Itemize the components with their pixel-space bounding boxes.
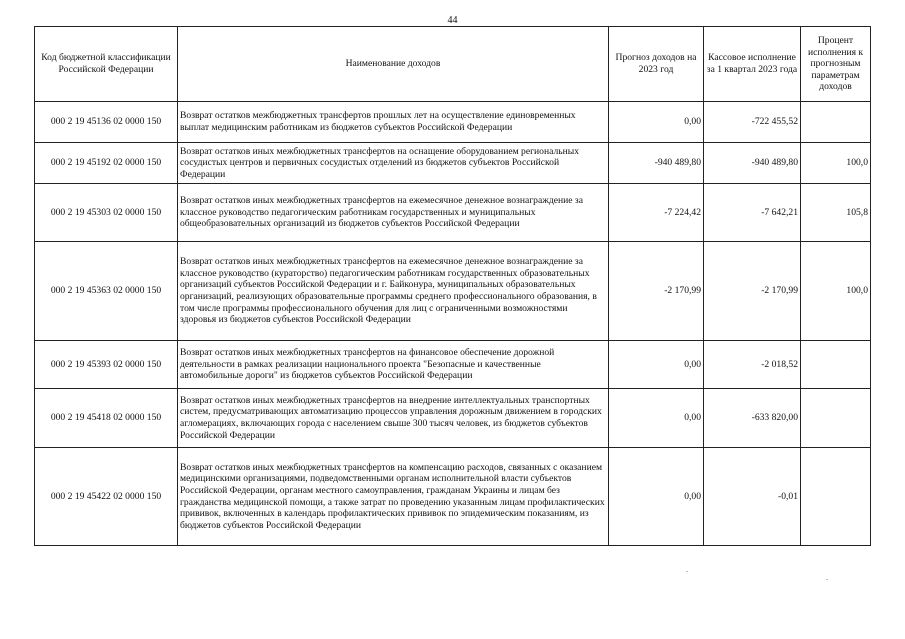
row-forecast: -2 170,99 — [609, 242, 704, 341]
row-percent — [801, 341, 871, 389]
scan-speck — [826, 579, 828, 580]
row-percent: 100,0 — [801, 242, 871, 341]
page-number: 44 — [447, 15, 458, 26]
row-code: 000 2 19 45422 02 0000 150 — [35, 448, 178, 546]
row-name: Возврат остатков иных межбюджетных трансфертов на ежемесячное денежное вознаграждение за классное руководство (кураторство) педагогическим работникам государственных образовательных организаций субъектов Российской Федерации и г. Байконура, муниципальных образовательных организаций, реализующих образовательные программы среднего профессионального образования, в том числе программы профессионального обучения для лиц с ограниченными возможностями здоровья из бюджетов субъектов Российской Федерации — [178, 242, 609, 341]
row-code: 000 2 19 45393 02 0000 150 — [35, 341, 178, 389]
table-row — [35, 184, 871, 242]
row-percent — [801, 102, 871, 143]
row-name: Возврат остатков иных межбюджетных трансфертов на оснащение оборудованием региональных сосудистых центров и первичных сосудистых отделений из бюджетов субъектов Российской Федерации — [178, 143, 609, 184]
row-name: Возврат остатков иных межбюджетных трансфертов на внедрение интеллектуальных транспортных систем, предусматривающих автоматизацию процессов управления дорожным движением в городских агломерациях, включающих города с населением свыше 300 тысяч человек, из бюджетов субъектов Российской Федерации — [178, 389, 609, 448]
table-row — [35, 143, 871, 184]
row-code: 000 2 19 45363 02 0000 150 — [35, 242, 178, 341]
row-cash: -2 170,99 — [704, 242, 801, 341]
row-percent — [801, 448, 871, 546]
row-cash: -940 489,80 — [704, 143, 801, 184]
row-code: 000 2 19 45418 02 0000 150 — [35, 389, 178, 448]
row-forecast: 0,00 — [609, 389, 704, 448]
row-name: Возврат остатков межбюджетных трансфертов прошлых лет на осуществление единовременных выплат медицинским работникам из бюджетов субъектов Российской Федерации — [178, 102, 609, 143]
table-row — [35, 102, 871, 143]
row-name: Возврат остатков иных межбюджетных трансфертов на компенсацию расходов, связанных с оказанием медицинскими организациями, подведомственными органам исполнительной власти субъектов Российской Федерации, органам местного самоуправления, гражданам Украины и лицам без гражданства медицинской помощи, а также затрат по проведению указанным лицам профилактических прививок, включенных в календарь профилактических прививок по эпидемическим показаниям, из бюджетов субъектов Российской Федерации — [178, 448, 609, 546]
table-row — [35, 341, 871, 389]
table-row — [35, 242, 871, 341]
row-cash: -2 018,52 — [704, 341, 801, 389]
row-forecast: 0,00 — [609, 341, 704, 389]
row-name: Возврат остатков иных межбюджетных трансфертов на финансовое обеспечение дорожной деятельности в рамках реализации национального проекта "Безопасные и качественные автомобильные дороги" из бюджетов субъектов Российской Федерации — [178, 341, 609, 389]
row-percent — [801, 389, 871, 448]
table-row — [35, 448, 871, 546]
row-percent: 105,8 — [801, 184, 871, 242]
row-forecast: -7 224,42 — [609, 184, 704, 242]
header-forecast: Прогноз доходов на 2023 год — [609, 27, 704, 102]
header-name: Наименование доходов — [178, 27, 609, 102]
header-cash: Кассовое исполнение за 1 квартал 2023 года — [704, 27, 801, 102]
row-code: 000 2 19 45303 02 0000 150 — [35, 184, 178, 242]
row-forecast: -940 489,80 — [609, 143, 704, 184]
row-percent: 100,0 — [801, 143, 871, 184]
row-cash: -633 820,00 — [704, 389, 801, 448]
row-cash: -722 455,52 — [704, 102, 801, 143]
revenue-table — [34, 26, 871, 546]
scan-speck — [686, 571, 688, 572]
row-name: Возврат остатков иных межбюджетных трансфертов на ежемесячное денежное вознаграждение за классное руководство педагогическим работникам государственных и муниципальных общеобразовательных организаций из бюджетов субъектов Российской Федерации — [178, 184, 609, 242]
row-code: 000 2 19 45192 02 0000 150 — [35, 143, 178, 184]
row-cash: -0,01 — [704, 448, 801, 546]
row-forecast: 0,00 — [609, 102, 704, 143]
row-cash: -7 642,21 — [704, 184, 801, 242]
table-row — [35, 389, 871, 448]
row-forecast: 0,00 — [609, 448, 704, 546]
table-header-row — [35, 27, 871, 102]
header-percent: Процент исполнения к прогнозным параметрам доходов — [801, 27, 871, 102]
row-code: 000 2 19 45136 02 0000 150 — [35, 102, 178, 143]
header-code: Код бюджетной классификации Российской Федерации — [35, 27, 178, 102]
